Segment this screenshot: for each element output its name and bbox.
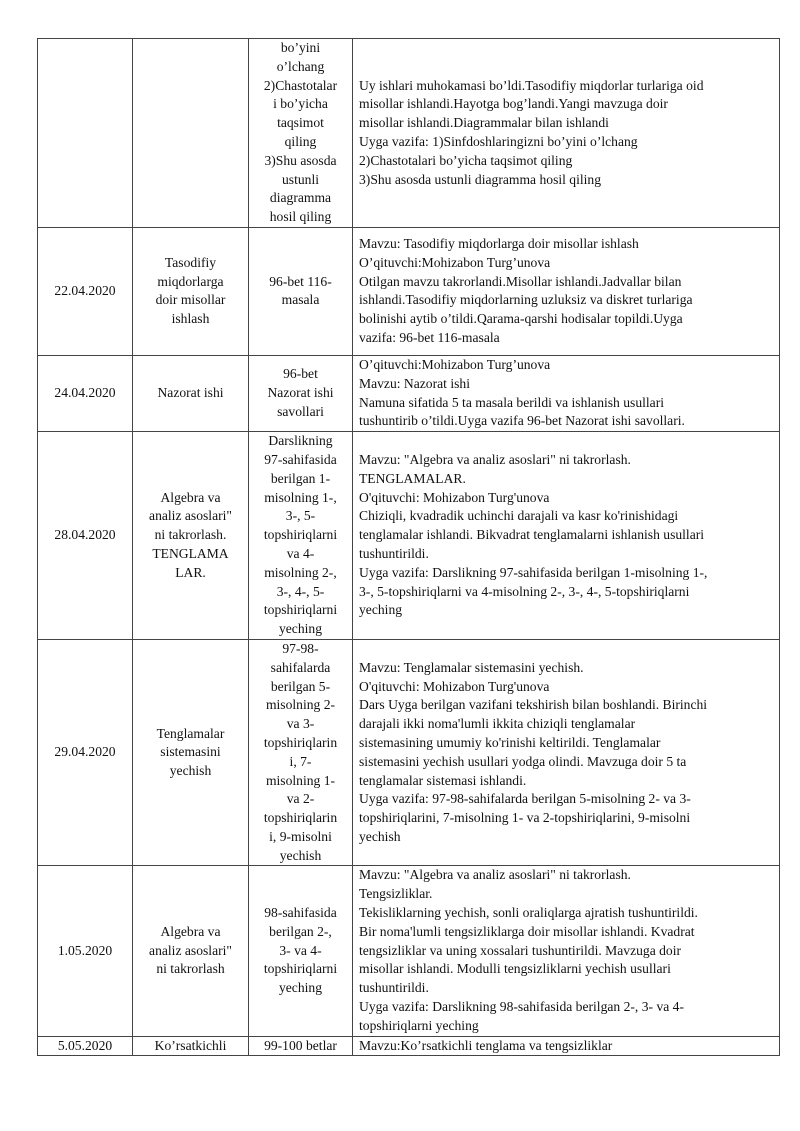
homework-cell: [249, 866, 353, 1036]
text-line: Algebra va: [160, 923, 221, 939]
text-line: Mavzu:Ko’rsatkichli tenglama va tengsizliklar: [359, 1037, 613, 1053]
text-line: tushuntirib o’tildi.Uyga vazifa 96-bet Nazorat ishi savollari.: [359, 413, 685, 429]
text-line: ishlandi.Tasodifiy miqdorlarning uzluksiz va diskret turlariga: [359, 292, 693, 308]
topic-cell: [133, 355, 249, 431]
text-line: 96-bet: [283, 366, 318, 382]
text-line: Otilgan mavzu takrorlandi.Misollar ishlandi.Jadvallar bilan: [359, 273, 682, 289]
date-cell: 28.04.2020: [38, 432, 133, 640]
notes-cell: [353, 432, 780, 640]
homework-cell: [249, 639, 353, 866]
text-line: Tasodifiy: [164, 254, 217, 270]
text-line: Nazorat ishi: [267, 385, 334, 401]
table-row: [38, 355, 780, 431]
text-line: yechish: [279, 847, 322, 863]
text-line: Mavzu: Nazorat ishi: [359, 375, 470, 391]
text-line: sistemasini yechish usullari yodga olindi. Mavzuga doir 5 ta: [359, 753, 687, 769]
text-line: O’qituvchi:Mohizabon Turg’unova: [359, 254, 551, 270]
text-line: tushuntirildi.: [359, 545, 429, 561]
text-line: bo’yini: [280, 40, 321, 55]
text-line: Mavzu: Tenglamalar sistemasini yechish.: [359, 659, 584, 675]
text-line: Uyga vazifa: Darslikning 98-sahifasida berilgan 2-, 3- va 4-: [359, 999, 685, 1015]
text-line: 2)Chastotalari bo’yicha taqsimot qiling: [359, 152, 573, 168]
homework-cell: [249, 39, 353, 228]
text-line: ni takrorlash.: [154, 527, 227, 543]
text-line: qiling: [284, 133, 317, 149]
text-line: Mavzu: "Algebra va analiz asoslari" ni takrorlash.: [359, 867, 631, 883]
table-row: [38, 639, 780, 866]
text-line: o’lchang: [276, 58, 325, 74]
text-line: TENGLAMALAR.: [359, 470, 466, 486]
text-line: topshiriqlarin: [263, 810, 338, 826]
text-line: Mavzu: Tasodifiy miqdorlarga doir misollar ishlash: [359, 236, 639, 252]
text-line: berilgan 2-,: [269, 923, 332, 939]
text-line: 97-sahifasida: [264, 451, 337, 467]
text-line: Dars Uyga berilgan vazifani tekshirish bilan boshlandi. Birinchi: [359, 697, 708, 713]
text-line: va 4-: [286, 545, 315, 561]
text-line: bolinishi aytib o’tildi.Qarama-qarshi hodisalar topildi.Uyga: [359, 311, 683, 327]
text-line: yechish: [169, 763, 212, 779]
text-line: misolning 2-: [265, 697, 336, 713]
text-line: tenglamalar sistemasi ishlandi.: [359, 772, 527, 788]
text-line: sahifalarda: [270, 659, 331, 675]
text-line: berilgan 5-: [270, 678, 331, 694]
text-line: misollar ishlandi.Diagrammalar bilan ishlandi: [359, 115, 609, 131]
text-line: ustunli: [281, 171, 319, 187]
text-line: berilgan 1-: [270, 470, 331, 486]
text-line: 3)Shu asosda ustunli diagramma hosil qiling: [359, 171, 602, 187]
text-line: misolning 2-,: [264, 564, 337, 580]
date-cell: [38, 39, 133, 228]
text-line: O'qituvchi: Mohizabon Turg'unova: [359, 678, 550, 694]
text-line: LAR.: [175, 564, 206, 580]
text-line: hosil qiling: [269, 209, 332, 225]
text-line: 97-98-: [282, 640, 319, 656]
text-line: Darslikning: [268, 433, 333, 449]
date-cell: 1.05.2020: [38, 866, 133, 1036]
text-line: misolning 1-: [265, 772, 336, 788]
notes-cell: [353, 355, 780, 431]
text-line: Mavzu: "Algebra va analiz asoslari" ni takrorlash.: [359, 451, 631, 467]
date-cell: 24.04.2020: [38, 355, 133, 431]
text-line: yeching: [278, 621, 323, 637]
text-line: ishlash: [171, 311, 210, 327]
text-line: Bir noma'lumli tengsizliklarga doir misollar ishlandi. Kvadrat: [359, 923, 695, 939]
text-line: topshiriqlarni: [263, 602, 338, 618]
homework-cell: [249, 355, 353, 431]
text-line: Namuna sifatida 5 ta masala berildi va ishlanish usullari: [359, 394, 665, 410]
text-line: savollari: [277, 403, 324, 419]
text-line: Tekisliklarning yechish, sonli oraliqlarga ajratish tushuntirildi.: [359, 905, 698, 921]
text-line: misollar ishlandi. Modulli tengsizliklarni yechish usullari: [359, 961, 671, 977]
text-line: 3)Shu asosda: [264, 152, 337, 168]
table-row: [38, 227, 780, 355]
date-cell: 29.04.2020: [38, 639, 133, 866]
text-line: O’qituvchi:Mohizabon Turg’unova: [359, 356, 551, 372]
table-row: [38, 432, 780, 640]
text-line: topshiriqlarni: [263, 527, 338, 543]
text-line: i, 7-: [289, 753, 312, 769]
text-line: miqdorlarga: [157, 273, 224, 289]
topic-cell: [133, 1036, 249, 1056]
text-line: Ko’rsatkichli: [154, 1037, 227, 1053]
text-line: topshiriqlarni: [263, 961, 338, 977]
homework-cell: [249, 1036, 353, 1056]
text-line: Uy ishlari muhokamasi bo’ldi.Tasodifiy miqdorlar turlariga oid: [359, 77, 704, 93]
text-line: ni takrorlash: [156, 961, 225, 977]
text-line: misollar ishlandi.Hayotga bog’landi.Yangi mavzuga doir: [359, 96, 668, 112]
date-cell: 5.05.2020: [38, 1036, 133, 1056]
text-line: i bo’yicha: [273, 96, 328, 112]
lesson-journal-page: [37, 38, 779, 1056]
text-line: tengsizliklar va uning xossalari tushuntirildi. Mavzuga doir: [359, 942, 682, 958]
text-line: Algebra va: [160, 489, 221, 505]
text-line: tushuntirildi.: [359, 980, 429, 996]
text-line: 2)Chastotalar: [263, 77, 338, 93]
text-line: 3-, 4-, 5-: [276, 583, 325, 599]
text-line: 3-, 5-: [285, 508, 316, 524]
table-row: [38, 39, 780, 228]
text-line: TENGLAMA: [152, 545, 229, 561]
text-line: Uyga vazifa: 97-98-sahifalarda berilgan 5-misolning 2- va 3-: [359, 791, 691, 807]
text-line: diagramma: [269, 190, 332, 206]
date-cell: 22.04.2020: [38, 227, 133, 355]
text-line: i, 9-misolni: [269, 828, 332, 844]
table-row: [38, 866, 780, 1036]
text-line: tenglamalar ishlandi. Bikvadrat tenglamalarni ishlanish usullari: [359, 527, 705, 543]
text-line: Uyga vazifa: Darslikning 97-sahifasida berilgan 1-misolning 1-,: [359, 564, 708, 580]
notes-cell: [353, 39, 780, 228]
text-line: doir misollar: [155, 292, 226, 308]
text-line: taqsimot: [277, 115, 324, 131]
text-line: 99-100 betlar: [264, 1037, 337, 1053]
topic-cell: [133, 227, 249, 355]
text-line: topshiriqlarini, 7-misolning 1- va 2-topshiriqlarini, 9-misolni: [359, 810, 691, 826]
text-line: sistemasining umumiy ko'rinishi keltirildi. Tenglamalar: [359, 734, 661, 750]
topic-cell: [133, 866, 249, 1036]
text-line: Tenglamalar: [156, 725, 225, 741]
text-line: analiz asoslari": [149, 508, 232, 524]
text-line: O'qituvchi: Mohizabon Turg'unova: [359, 489, 550, 505]
notes-cell: [353, 1036, 780, 1056]
notes-cell: [353, 227, 780, 355]
text-line: vazifa: 96-bet 116-masala: [359, 330, 500, 346]
text-line: sistemasini: [160, 744, 221, 760]
text-line: Nazorat ishi: [157, 385, 224, 401]
notes-cell: [353, 639, 780, 866]
text-line: misolning 1-,: [264, 489, 337, 505]
topic-cell: [133, 39, 249, 228]
text-line: 3-, 5-topshiriqlarni va 4-misolning 2-, 3-, 4-, 5-topshiriqlarni: [359, 583, 690, 599]
text-line: 98-sahifasida: [264, 905, 337, 921]
text-line: topshiriqlarin: [263, 734, 338, 750]
text-line: masala: [281, 292, 320, 308]
lesson-journal-table: [37, 38, 780, 1056]
homework-cell: [249, 432, 353, 640]
topic-cell: [133, 639, 249, 866]
text-line: yeching: [278, 980, 323, 996]
notes-cell: [353, 866, 780, 1036]
text-line: topshiriqlarni yeching: [359, 1017, 479, 1033]
table-row: [38, 1036, 780, 1056]
text-line: Tengsizliklar.: [359, 886, 433, 902]
text-line: 3- va 4-: [279, 942, 322, 958]
text-line: darajali ikki noma'lumli ikkita chiziqli tenglamalar: [359, 716, 636, 732]
text-line: va 3-: [286, 716, 315, 732]
text-line: yechish: [359, 828, 401, 844]
topic-cell: [133, 432, 249, 640]
text-line: va 2-: [286, 791, 315, 807]
text-line: Uyga vazifa: 1)Sinfdoshlaringizni bo’yini o’lchang: [359, 133, 638, 149]
text-line: Chiziqli, kvadradik uchinchi darajali va kasr ko'rinishidagi: [359, 508, 679, 524]
text-line: analiz asoslari": [149, 942, 232, 958]
homework-cell: [249, 227, 353, 355]
text-line: yeching: [359, 602, 403, 618]
text-line: 96-bet 116-: [269, 273, 332, 289]
